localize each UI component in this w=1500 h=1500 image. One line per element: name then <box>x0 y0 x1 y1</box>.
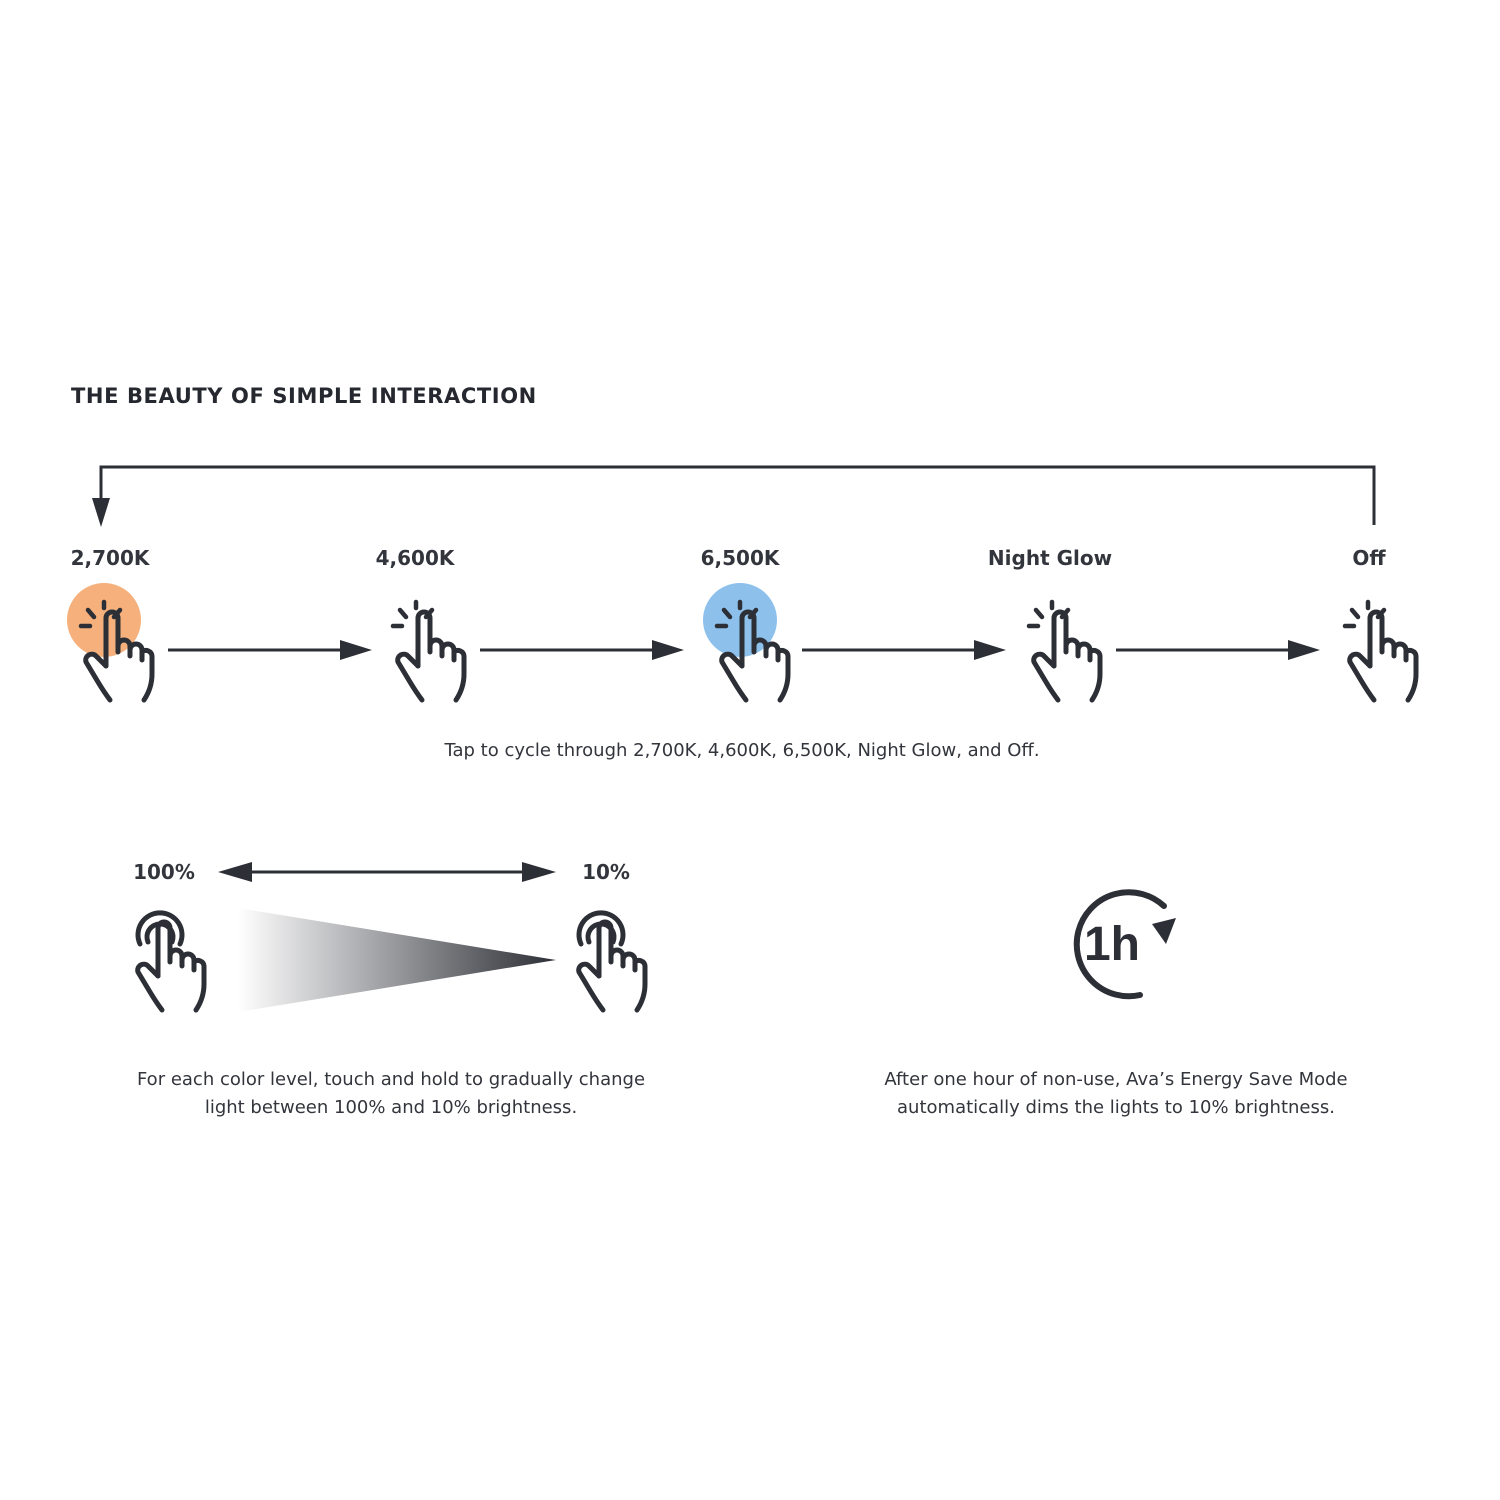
tap-hand-icon <box>1345 602 1416 700</box>
step-label-6500k: 6,500K <box>700 546 780 570</box>
timer-icon <box>1077 892 1176 996</box>
brightness-caption-line-2: light between 100% and 10% brightness. <box>204 1097 578 1118</box>
brightness-caption-line-1: For each color level, touch and hold to gradually change <box>136 1069 646 1090</box>
touch-hold-hand-icon <box>579 913 645 1010</box>
energy-save-caption-line-1: After one hour of non-use, Ava’s Energy Save Mode <box>884 1069 1348 1090</box>
page-title: THE BEAUTY OF SIMPLE INTERACTION <box>71 384 537 408</box>
energy-save-caption-line-2: automatically dims the lights to 10% brightness. <box>897 1097 1335 1118</box>
loop-return-arrowhead <box>92 498 110 527</box>
tap-hand-icon <box>393 602 464 700</box>
brightness-caption <box>137 1066 645 1122</box>
energy-save-caption <box>884 1066 1347 1122</box>
cycle-caption: Tap to cycle through 2,700K, 4,600K, 6,500K, Night Glow, and Off. <box>444 740 1040 761</box>
brightness-high-label: 100% <box>133 860 195 884</box>
brightness-low-label: 10% <box>582 860 630 884</box>
brightness-gradient-wedge <box>238 908 556 1012</box>
loop-return-line <box>101 467 1374 525</box>
brightness-range-arrow <box>218 862 556 882</box>
step-label-4600k: 4,600K <box>375 546 455 570</box>
step-label-2700k: 2,700K <box>70 546 150 570</box>
step-label-off: Off <box>1352 546 1386 570</box>
tap-hand-icon <box>1029 602 1100 700</box>
step-label-night-glow: Night Glow <box>987 546 1113 570</box>
touch-hold-hand-icon <box>138 913 204 1010</box>
timer-icon-label: 1h <box>1083 918 1141 971</box>
